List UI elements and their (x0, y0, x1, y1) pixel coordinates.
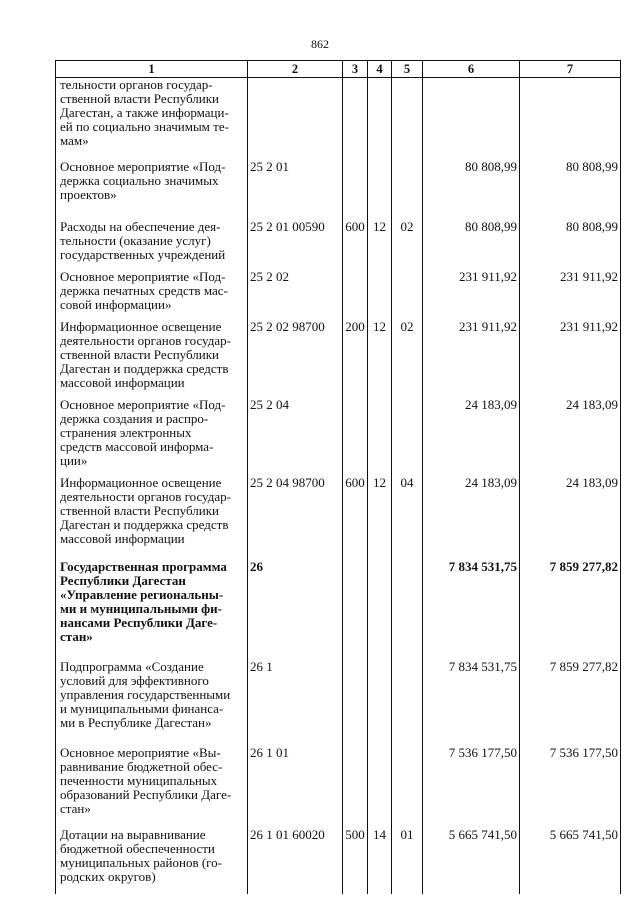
row-col-5: 02 (392, 220, 423, 270)
row-col-6: 80 808,99 (423, 220, 520, 270)
row-name: тельности органов государ- ственной власти Республики Дагестан, а также информаци- ей по социально значимым те- мам» (56, 78, 248, 157)
row-col-4 (368, 398, 392, 476)
row-col-6: 80 808,99 (423, 156, 520, 220)
table-header-row (56, 61, 621, 78)
row-name: Информационное освещение деятельности органов государ- ственной власти Республики Дагестан и поддержка средств массовой информации (56, 476, 248, 560)
header-col-5: 5 (392, 61, 423, 78)
table-body (56, 78, 621, 895)
row-col-6: 231 911,92 (423, 320, 520, 398)
row-col-6: 7 834 531,75 (423, 560, 520, 660)
row-col-3 (343, 398, 368, 476)
table-row (56, 156, 621, 220)
table-row (56, 320, 621, 398)
row-name: Основное мероприятие «Под- держка печатных средств мас- совой информации» (56, 270, 248, 320)
page-number: 862 (311, 37, 329, 51)
row-code: 26 1 (248, 660, 343, 746)
row-col-5: 04 (392, 476, 423, 560)
header-col-1: 1 (56, 61, 248, 78)
row-col-6: 24 183,09 (423, 476, 520, 560)
row-col-3 (343, 660, 368, 746)
table-row (56, 746, 621, 828)
row-col-7: 231 911,92 (520, 270, 621, 320)
row-col-7 (520, 78, 621, 157)
row-name: Государственная программа Республики Дагестан «Управление региональны- ми и муниципальными фи- нансами Республики Даге- стан» (56, 560, 248, 660)
row-col-5 (392, 156, 423, 220)
row-col-7: 24 183,09 (520, 476, 621, 560)
row-col-4 (368, 270, 392, 320)
row-col-3 (343, 746, 368, 828)
header-col-4: 4 (368, 61, 392, 78)
row-name: Дотации на выравнивание бюджетной обеспеченности муниципальных районов (го- родских округов) (56, 828, 248, 894)
row-code: 25 2 04 (248, 398, 343, 476)
row-col-4 (368, 660, 392, 746)
row-col-7: 80 808,99 (520, 220, 621, 270)
row-code: 26 1 01 60020 (248, 828, 343, 894)
row-name: Информационное освещение деятельности органов государ- ственной власти Республики Дагестан и поддержка средств массовой информации (56, 320, 248, 398)
budget-table-container (55, 60, 621, 894)
row-col-4 (368, 746, 392, 828)
row-code: 25 2 01 (248, 156, 343, 220)
row-code (248, 78, 343, 157)
row-col-7: 231 911,92 (520, 320, 621, 398)
budget-table (55, 60, 621, 894)
row-col-3 (343, 560, 368, 660)
row-col-3 (343, 270, 368, 320)
header-col-7: 7 (520, 61, 621, 78)
header-col-3: 3 (343, 61, 368, 78)
row-code: 25 2 02 98700 (248, 320, 343, 398)
row-col-4 (368, 156, 392, 220)
row-col-3 (343, 156, 368, 220)
row-col-6: 231 911,92 (423, 270, 520, 320)
row-name: Подпрограмма «Создание условий для эффективного управления государственными и муниципальными финанса- ми в Республике Дагестан» (56, 660, 248, 746)
row-col-6 (423, 78, 520, 157)
row-col-4: 14 (368, 828, 392, 894)
row-col-6: 5 665 741,50 (423, 828, 520, 894)
row-col-6: 7 834 531,75 (423, 660, 520, 746)
table-row (56, 560, 621, 660)
row-col-5 (392, 398, 423, 476)
header-col-2: 2 (248, 61, 343, 78)
row-col-4 (368, 560, 392, 660)
row-col-3: 200 (343, 320, 368, 398)
row-col-6: 24 183,09 (423, 398, 520, 476)
row-col-7: 7 859 277,82 (520, 660, 621, 746)
row-col-5 (392, 78, 423, 157)
row-code: 25 2 01 00590 (248, 220, 343, 270)
row-col-7: 7 536 177,50 (520, 746, 621, 828)
row-code: 25 2 02 (248, 270, 343, 320)
row-col-5: 02 (392, 320, 423, 398)
row-col-5 (392, 270, 423, 320)
row-col-5 (392, 560, 423, 660)
row-col-5: 01 (392, 828, 423, 894)
row-col-5 (392, 660, 423, 746)
row-col-7: 80 808,99 (520, 156, 621, 220)
row-col-4: 12 (368, 476, 392, 560)
row-col-7: 7 859 277,82 (520, 560, 621, 660)
row-col-3: 500 (343, 828, 368, 894)
table-row (56, 828, 621, 894)
row-name: Основное мероприятие «Под- держка социально значимых проектов» (56, 156, 248, 220)
table-row (56, 220, 621, 270)
row-col-5 (392, 746, 423, 828)
row-col-3: 600 (343, 220, 368, 270)
row-col-3 (343, 78, 368, 157)
row-col-7: 5 665 741,50 (520, 828, 621, 894)
row-col-6: 7 536 177,50 (423, 746, 520, 828)
row-col-7: 24 183,09 (520, 398, 621, 476)
row-code: 26 (248, 560, 343, 660)
row-code: 25 2 04 98700 (248, 476, 343, 560)
table-row (56, 660, 621, 746)
row-name: Основное мероприятие «Под- держка создания и распро- странения электронных средств массовой информа- ции» (56, 398, 248, 476)
row-col-4: 12 (368, 320, 392, 398)
row-code: 26 1 01 (248, 746, 343, 828)
row-name: Расходы на обеспечение дея- тельности (оказание услуг) государственных учреждений (56, 220, 248, 270)
table-row (56, 398, 621, 476)
row-col-3: 600 (343, 476, 368, 560)
header-col-6: 6 (423, 61, 520, 78)
row-col-4: 12 (368, 220, 392, 270)
table-row (56, 270, 621, 320)
row-name: Основное мероприятие «Вы- равнивание бюджетной обес- печенности муниципальных образований Республики Даге- стан» (56, 746, 248, 828)
table-row (56, 476, 621, 560)
table-row (56, 78, 621, 157)
row-col-4 (368, 78, 392, 157)
